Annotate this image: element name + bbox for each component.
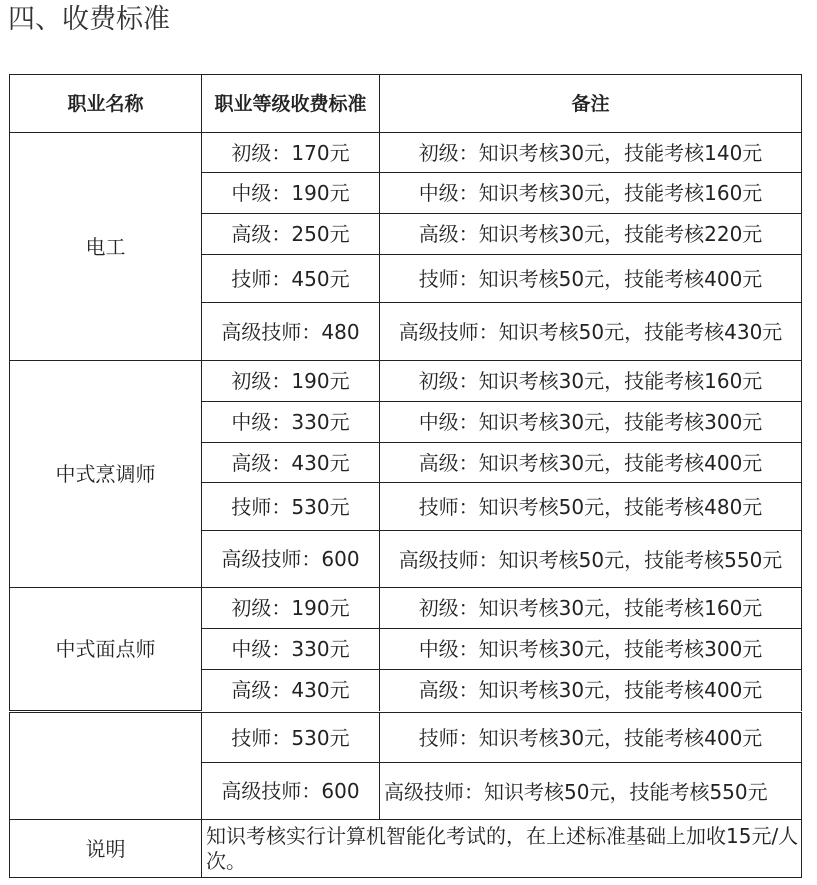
remark-cell: 初级：知识考核30元，技能考核140元 — [380, 133, 802, 173]
fee-cell: 高级技师：600 — [202, 763, 380, 820]
remark-cell: 技师：知识考核50元，技能考核400元 — [380, 255, 802, 303]
fee-standard-table — [9, 74, 802, 711]
table-row — [10, 133, 802, 173]
remark-cell: 技师：知识考核50元，技能考核480元 — [380, 483, 802, 531]
remark-cell: 高级技师：知识考核50元，技能考核550元 — [380, 763, 802, 820]
remark-cell: 高级：知识考核30元，技能考核400元 — [380, 443, 802, 483]
remark-cell: 高级：知识考核30元，技能考核400元 — [380, 670, 802, 711]
header-remarks: 备注 — [380, 75, 802, 133]
fee-cell: 中级：330元 — [202, 402, 380, 443]
fee-cell: 技师：450元 — [202, 255, 380, 303]
fee-cell: 中级：330元 — [202, 629, 380, 670]
remark-cell: 中级：知识考核30元，技能考核160元 — [380, 173, 802, 214]
fee-cell: 中级：190元 — [202, 173, 380, 214]
table-row — [10, 588, 802, 629]
fee-cell: 高级技师：480 — [202, 303, 380, 361]
section-heading: 四、收费标准 — [8, 4, 170, 35]
remark-cell: 技师：知识考核30元，技能考核400元 — [380, 713, 802, 763]
table-row — [10, 713, 802, 763]
occupation-name: 电工 — [10, 133, 202, 361]
fee-cell: 高级：430元 — [202, 443, 380, 483]
remark-cell: 中级：知识考核30元，技能考核300元 — [380, 629, 802, 670]
table-row — [10, 361, 802, 402]
occupation-name: 中式烹调师 — [10, 361, 202, 588]
remark-label: 说明 — [10, 820, 202, 878]
fee-standard-table-continued — [9, 712, 802, 878]
fee-cell: 高级技师：600 — [202, 531, 380, 588]
remark-cell: 高级：知识考核30元，技能考核220元 — [380, 214, 802, 255]
fee-cell: 初级：190元 — [202, 361, 380, 402]
remark-cell: 中级：知识考核30元，技能考核300元 — [380, 402, 802, 443]
remark-cell: 初级：知识考核30元，技能考核160元 — [380, 588, 802, 629]
table-header-row — [10, 75, 802, 133]
header-occupation: 职业名称 — [10, 75, 202, 133]
occupation-name: 中式面点师 — [10, 588, 202, 711]
remark-cell: 初级：知识考核30元，技能考核160元 — [380, 361, 802, 402]
fee-cell: 高级：250元 — [202, 214, 380, 255]
fee-cell: 初级：170元 — [202, 133, 380, 173]
remark-cell: 高级技师：知识考核50元，技能考核550元 — [380, 531, 802, 588]
fee-cell: 高级：430元 — [202, 670, 380, 711]
fee-cell: 技师：530元 — [202, 483, 380, 531]
fee-cell: 技师：530元 — [202, 713, 380, 763]
fee-cell: 初级：190元 — [202, 588, 380, 629]
remark-row — [10, 820, 802, 878]
occupation-name-continued — [10, 713, 202, 820]
header-fee-standard: 职业等级收费标准 — [202, 75, 380, 133]
remark-cell: 高级技师：知识考核50元，技能考核430元 — [380, 303, 802, 361]
remark-text: 知识考核实行计算机智能化考试的，在上述标准基础上加收15元/人次。 — [202, 820, 802, 878]
